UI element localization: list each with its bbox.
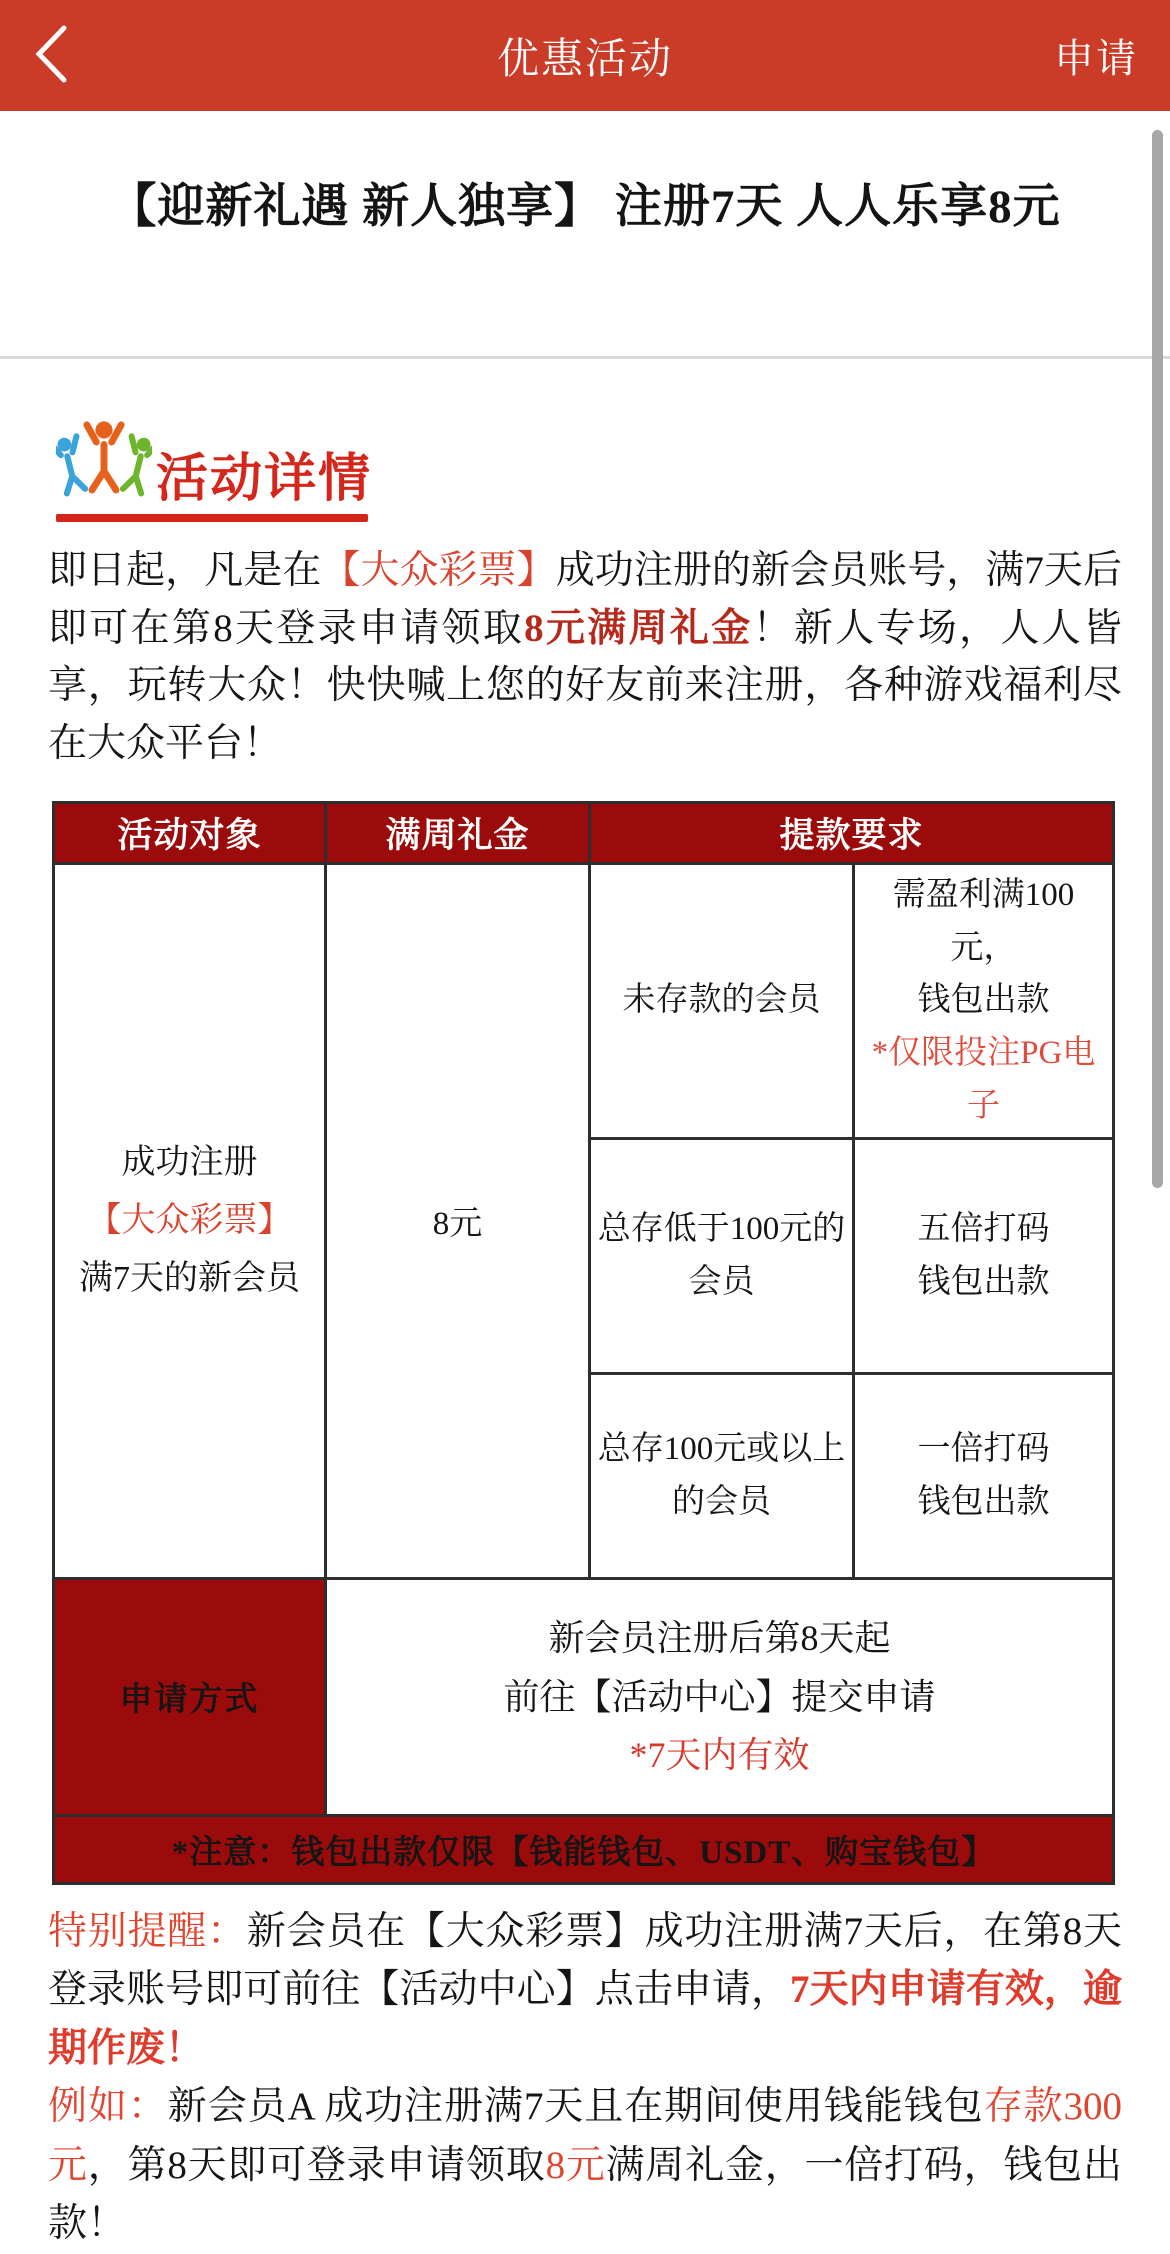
promo-heading: 【迎新礼遇 新人独享】 注册7天 人人乐享8元	[109, 181, 1061, 233]
condition-line: 的会员	[672, 1483, 771, 1520]
example-text: ，第8天即可登录申请领取	[87, 2143, 546, 2187]
wallet-notice: *注意：钱包出款仅限【钱能钱包、USDT、购宝钱包】	[54, 1815, 1114, 1883]
apply-method-line: 新会员注册后第8天起	[548, 1618, 891, 1659]
table-row	[54, 863, 1114, 1138]
condition-line: 未存款的会员	[622, 982, 821, 1019]
cheering-people-icon	[56, 417, 152, 508]
apply-method-row	[54, 1578, 1114, 1815]
app-bar	[0, 0, 1170, 111]
audience-cell	[54, 863, 326, 1578]
activity-details-header	[56, 417, 372, 508]
rules-table	[52, 801, 1115, 1885]
example-label: 例如：	[48, 2085, 168, 2129]
reminder-highlight: 7天内申请有效，逾期作废！	[48, 1968, 1122, 2070]
requirement-line: 钱包出款	[917, 1263, 1050, 1300]
brand-name-highlight: 【大众彩票】	[321, 548, 556, 592]
section-divider	[0, 356, 1170, 359]
requirement-cell	[854, 863, 1114, 1138]
apply-method-line: 前往【活动中心】提交申请	[503, 1676, 936, 1717]
scrollbar-thumb[interactable]	[1152, 130, 1163, 1188]
requirement-line: 钱包出款	[917, 1483, 1050, 1520]
requirement-note: *仅限投注PG电子	[871, 1035, 1096, 1124]
requirement-line: 五倍打码	[917, 1210, 1050, 1247]
intro-text: 即日起，凡是在	[48, 548, 322, 592]
back-button[interactable]	[32, 24, 76, 88]
requirement-line: 一倍打码	[917, 1430, 1050, 1467]
requirement-cell	[854, 1373, 1114, 1578]
reminder-body: 新会员在【大众彩票】成功注册满7天后，在第8天登录账号即可前往【活动中心】点击申请，	[48, 1909, 1122, 2012]
back-chevron-icon	[32, 23, 70, 88]
col-header-gift: 满周礼金	[326, 802, 590, 863]
requirement-line: 需盈利满100元，	[892, 876, 1075, 966]
intro-text: 成功注册的新会员账号，满7天后即可在第8天登录申请领取	[48, 548, 1122, 650]
col-header-withdraw: 提款要求	[590, 802, 1114, 863]
section-title: 活动详情	[156, 450, 373, 508]
apply-validity-note: *7天内有效	[629, 1734, 810, 1775]
example-text: 满周礼金，一倍打码，钱包出款！	[48, 2143, 1122, 2246]
example-deposit-highlight: 存款300元	[48, 2085, 1122, 2187]
apply-button[interactable]: 申请	[1054, 27, 1138, 84]
page-title: 优惠活动	[496, 34, 674, 82]
reminder-label: 特别提醒：	[48, 1909, 247, 1953]
requirement-line: 钱包出款	[917, 982, 1050, 1019]
special-reminder	[48, 1903, 1122, 2254]
example-text: 新会员A 成功注册满7天且在期间使用钱能钱包	[167, 2085, 984, 2129]
gift-cell: 8元	[326, 863, 590, 1578]
condition-line: 总存低于100元的	[597, 1210, 846, 1247]
condition-cell	[590, 1373, 854, 1578]
table-header-row	[54, 802, 1114, 863]
condition-cell	[590, 863, 854, 1138]
gift-highlight: 8元满周礼金	[524, 606, 753, 650]
intro-paragraph	[48, 542, 1122, 773]
requirement-cell	[854, 1138, 1114, 1373]
audience-line: 满7天的新会员	[79, 1259, 300, 1297]
audience-line: 成功注册	[121, 1144, 258, 1182]
condition-line: 会员	[688, 1263, 755, 1300]
example-gift-highlight: 8元	[545, 2143, 606, 2187]
apply-method-label: 申请方式	[54, 1578, 326, 1815]
condition-line: 总存100元或以上	[597, 1430, 846, 1467]
apply-method-cell	[326, 1578, 1114, 1815]
section-title-underline	[56, 514, 368, 522]
condition-cell	[590, 1138, 854, 1373]
notice-row	[54, 1815, 1114, 1883]
intro-text: ！新人专场，人人皆享，玩转大众！快快喊上您的好友前来注册，各种游戏福利尽在大众平台！	[48, 606, 1122, 766]
audience-brand-line: 【大众彩票】	[87, 1201, 292, 1239]
col-header-audience: 活动对象	[54, 802, 326, 863]
